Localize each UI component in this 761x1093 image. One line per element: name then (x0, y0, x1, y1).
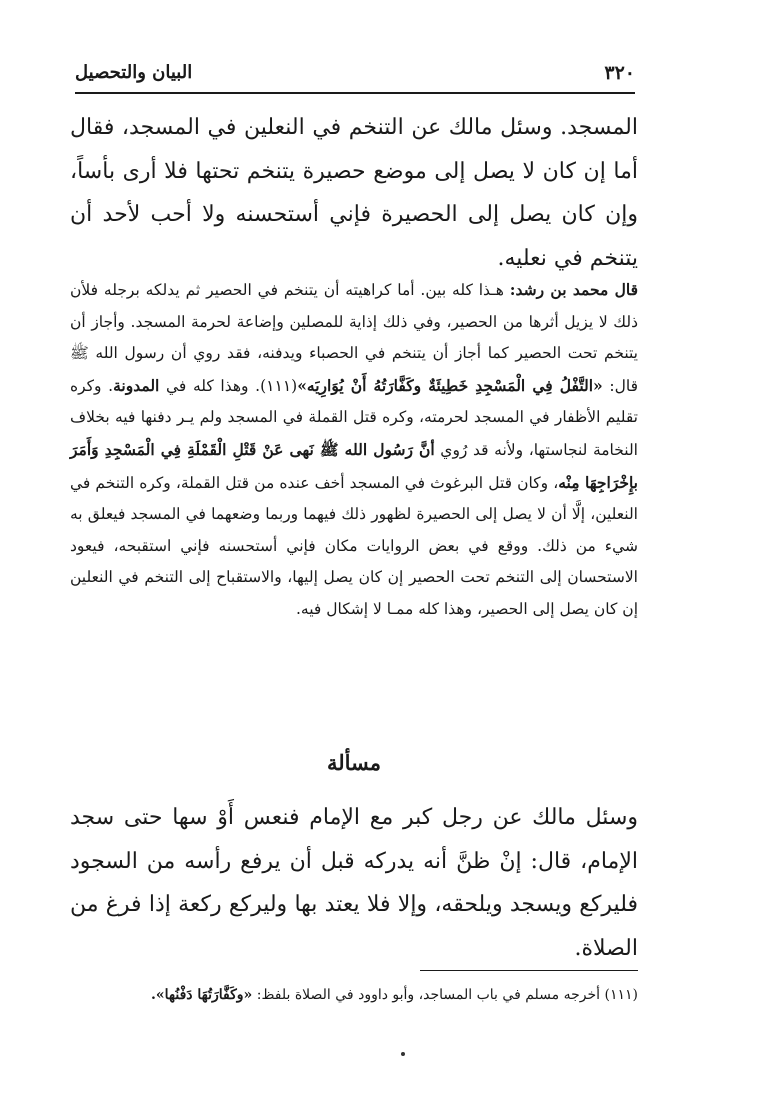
hadith-quote-1: «التَّفْلُ فِي الْمَسْجِدِ خَطِيئَةٌ وكَفَّارَتُهُ أَنْ يُوَارِيَه» (297, 375, 603, 395)
footnote-reference[interactable]: (١١١) (260, 376, 298, 395)
section-heading: مسألة (326, 750, 382, 775)
paragraph-1: المسجد. وسئل مالك عن التنخم في النعلين في المسجد، فقال أما إن كان لا يصل إلى موضع حصيرة يتنخم تحتها فلا أرى بأساً، وإن كان يصل إلى الحصيرة فإني أستحسنه ولا أحب لأحد أن يتنخم في نعليه. (70, 115, 638, 271)
mudawwana-reference: المدونة (113, 375, 160, 395)
footnote-number: (١١١) (604, 987, 638, 1003)
footnote-quote: «وكَفَّارَتُهَا دَفْنُها». (151, 987, 253, 1003)
paragraph-3: وسئل مالك عن رجل كبر مع الإمام فنعس أَوْ سها حتى سجد الإمام، قال: إنْ ظنَّ أنه يدركه قبل أن يرفع رأسه من السجود فليركع ويسجد ويلحقه، وإلا فلا يعتد بها وليركع ركعة إذا فرغ من الصلاة. (70, 805, 638, 961)
page-header (75, 56, 635, 94)
hadith-quote-2: أنَّ رَسُول الله ﷺ نَهى عَنْ قَتْلِ الْقَمْلَةِ فِي الْمَسْجِدِ وَأَمَرَ بإِخْرَاجِهَا مِنْه (70, 439, 638, 492)
running-title: البيان والتحصيل (75, 62, 193, 83)
commentary-text-a: هـذا كله بين. أما كراهيته أن يتنخم في الحصير ثم يدلكه برجله فلأن ذلك لا يزيل أثرها من الحصير، وفي ذلك إذاية للمصلين وإضاعة لحرمة المسجد. وأجاز أن يتنخم تحت الحصير كما أجاز أن يتنخم في الحصباء ويدفنه، فقد روي أن رسول الله ﷺ قال: (70, 281, 639, 395)
author-attribution: قال محمد بن رشد: (509, 280, 638, 299)
paragraph-2 (70, 274, 638, 626)
footnote-text: أخرجه مسلم في باب المساجد، وأبو داوود في الصلاة بلفظ: (252, 987, 605, 1003)
footnote (70, 982, 638, 1008)
page-number: ٣٢٠ (604, 62, 635, 84)
commentary-text-c: . وكره تقليم الأظفار في المسجد لحرمته، وكره قتل القملة في المسجد ولم يـر دفنها فيه بخلاف النخامة لنجاستها، ولأنه قد رُوي (70, 376, 638, 459)
footnote-divider (420, 970, 638, 971)
commentary-text-b: . وهذا كله في (159, 376, 261, 395)
page-mark-dot (401, 1052, 405, 1056)
commentary-text-d: ، وكان قتل البرغوث في المسجد أخف عنده من قتل القملة، وكره التنخم في النعلين، إلَّا أن لا يصل إلى الحصيرة لظهور ذلك فيهما وربما وضعهما في المسجد فيعلق به شيء من ذلك. ووقع في بعض الروايات مكان فإني أستحسنه فإني استقبحه، فيعود الاستحسان إلى التنخم تحت الحصير إن كان يصل إليها، والاستقباح إلى التنخم في النعلين إن كان يصل إلى الحصير، وهذا كله ممـا لا إشكال فيه. (70, 473, 638, 618)
